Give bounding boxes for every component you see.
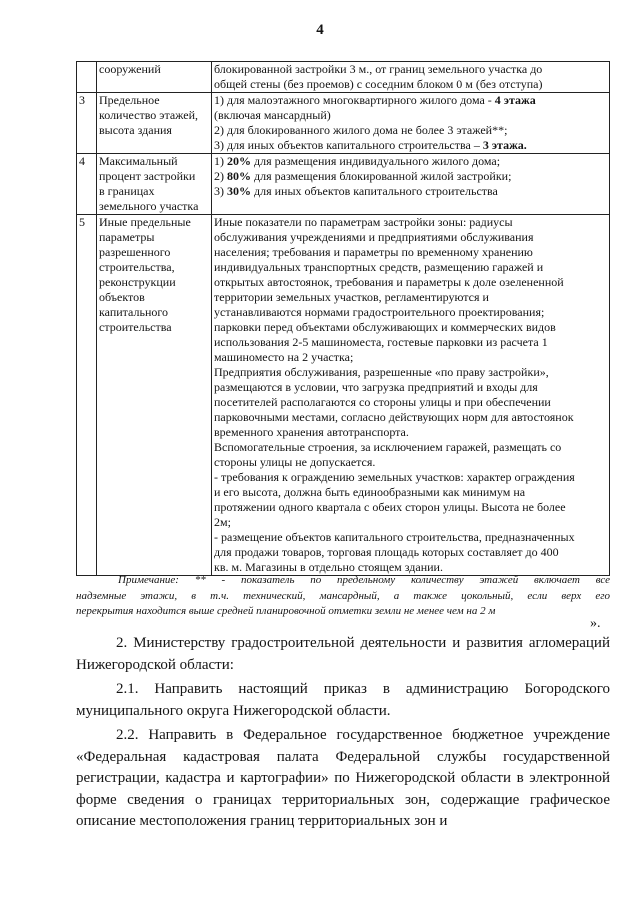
value-text: территории земельных участков, регламентируются и [214, 290, 489, 304]
value-text: открытых автостоянок, требования и параметры к доле озелененной [214, 275, 564, 289]
parameter-name-line: в границах [99, 184, 155, 198]
note-line-1: Примечание: ** - показатель по предельному количеству этажей включает все [118, 574, 610, 586]
parameter-value-line [214, 350, 607, 365]
row-number [77, 62, 97, 93]
value-text: посетителей располагаются со стороны улицы и при обеспечении [214, 395, 551, 409]
value-bold: 80% [227, 169, 251, 183]
parameter-name-line: высота здания [99, 123, 172, 137]
value-text: населения; требования и параметры по временному хранению [214, 245, 533, 259]
value-text: индивидуальных транспортных средств, размещению гаражей и [214, 260, 544, 274]
value-text: Вспомогательные строения, за исключением гаражей, размещать со [214, 440, 562, 454]
value-text: 3) [214, 184, 227, 198]
value-text: стороны улицы не допускается. [214, 455, 376, 469]
parameter-name-line: разрешенного [99, 245, 171, 259]
value-text: общей стены (без проемов) с соседним блоком 0 м (без отступа) [214, 77, 543, 91]
row-number: 4 [77, 154, 97, 215]
value-text: парковки перед объектами обслуживающих и коммерческих видов [214, 320, 556, 334]
parameter-value-line [214, 169, 607, 184]
parameter-value-line [214, 500, 607, 515]
parameter-name-line: строительства [99, 320, 172, 334]
closing-quote: ». [590, 616, 601, 631]
parameter-value-line [214, 77, 607, 92]
paragraph-2-1: 2.1. Направить настоящий приказ в администрацию Богородского муниципального округа Нижегородской области. [76, 681, 610, 719]
parameter-value-line [214, 154, 607, 169]
note-line-3: перекрытия находится выше средней планировочной отметки земли не менее чем на 2 м [76, 605, 496, 617]
value-bold: 3 этажа. [482, 138, 527, 152]
parameter-value-line [214, 545, 607, 560]
parameter-name [97, 215, 212, 576]
parameter-value-line [214, 275, 607, 290]
parameter-value-line [214, 515, 607, 530]
parameter-value-line [214, 93, 607, 108]
parameter-name-line: параметры [99, 230, 155, 244]
value-text: парковочными местами, согласно действующих норм для автостоянок [214, 410, 574, 424]
value-bold: 30% [227, 184, 251, 198]
page-number: 4 [316, 22, 324, 38]
value-text: использования 2-5 машиноместа, гостевые парковки из расчета 1 [214, 335, 548, 349]
value-text: устанавливаются нормами градостроительного проектирования; [214, 305, 545, 319]
paragraph-2-2: 2.2. Направить в Федеральное государственное бюджетное учреждение «Федеральная кадастровая палата Федеральной службы государственной регистрации, кадастра и картографии» по Нижегородской области в электронной форме сведения о границах территориальных зон, содержащие графическое описание местоположения границ территориальных зон и [76, 727, 610, 829]
value-text: 1) [214, 154, 227, 168]
note-line-2: надземные этажи, в т.ч. технический, мансардный, а также цокольный, если верх его [76, 589, 610, 602]
parameter-name-line: сооружений [99, 62, 161, 76]
value-text: размещаются в условии, что загрузка предприятий и входы для [214, 380, 538, 394]
parameter-value-line [214, 395, 607, 410]
parameter-name [97, 62, 212, 93]
parameter-value [212, 215, 610, 576]
value-text: для продажи товаров, торговая площадь которых составляет до 400 [214, 545, 559, 559]
value-text: Иные показатели по параметрам застройки зоны: радиусы [214, 215, 513, 229]
parameter-name-line: строительства, [99, 260, 175, 274]
parameter-name-line: процент застройки [99, 169, 196, 183]
value-rest: для размещения блокированной жилой застройки; [251, 169, 512, 183]
value-text: - размещение объектов капитального строительства, предназначенных [214, 530, 575, 544]
row-number: 5 [77, 215, 97, 576]
parameter-name-line: Предельное [99, 93, 160, 107]
row-number: 3 [77, 93, 97, 154]
parameter-value-line [214, 108, 607, 123]
parameter-value-line [214, 365, 607, 380]
parameter-name-line: Иные предельные [99, 215, 191, 229]
parameter-value-line [214, 305, 607, 320]
table-row [77, 93, 610, 154]
parameter-value-line [214, 335, 607, 350]
parameter-value-line [214, 184, 607, 199]
parameter-value-line [214, 245, 607, 260]
parameter-name [97, 154, 212, 215]
parameter-value-line [214, 290, 607, 305]
value-text: и его высота, должна быть единообразными как минимум на [214, 485, 526, 499]
parameter-value-line [214, 62, 607, 77]
parameter-value-line [214, 230, 607, 245]
parameter-value [212, 154, 610, 215]
value-rest: для иных объектов капитального строительства [251, 184, 498, 198]
value-bold: 20% [227, 154, 251, 168]
value-bold: 4 этажа [494, 93, 536, 107]
parameter-value-line [214, 470, 607, 485]
value-text: 2) для блокированного жилого дома не более 3 этажей**; [214, 123, 508, 137]
parameter-name-line: земельного участка [99, 199, 199, 213]
paragraph-2: 2. Министерству градостроительной деятельности и развития агломераций Нижегородской области: [76, 635, 610, 673]
zoning-parameters-table [76, 61, 610, 576]
parameter-name-line: Максимальный [99, 154, 178, 168]
value-text: машиноместо на 2 участка; [214, 350, 354, 364]
parameter-value [212, 93, 610, 154]
value-text: блокированной застройки 3 м., от границ земельного участка до [214, 62, 543, 76]
value-text: протяжении одного квартала с обеих сторон улицы. Высота не более [214, 500, 566, 514]
parameter-value-line [214, 380, 607, 395]
value-text: Предприятия обслуживания, разрешенные «по праву застройки», [214, 365, 549, 379]
parameter-name-line: реконструкции [99, 275, 176, 289]
parameter-value-line [214, 485, 607, 500]
parameter-name-line: количество этажей, [99, 108, 199, 122]
value-text: 1) для малоэтажного многоквартирного жилого дома - [214, 93, 495, 107]
parameter-value-line [214, 425, 607, 440]
table-row [77, 62, 610, 93]
parameter-value-line [214, 410, 607, 425]
table-row [77, 154, 610, 215]
value-text: обслуживания учреждениями и предприятиями обслуживания [214, 230, 534, 244]
value-text: 2м; [214, 515, 231, 529]
parameter-value-line [214, 123, 607, 138]
parameter-name-line: объектов [99, 290, 145, 304]
value-text: кв. м. Магазины в отдельно стоящем здании. [214, 560, 443, 574]
parameter-value-line [214, 215, 607, 230]
table-note [76, 573, 610, 620]
parameter-value-line [214, 455, 607, 470]
value-text: временного хранения автотранспорта. [214, 425, 409, 439]
parameter-name-line: капитального [99, 305, 168, 319]
value-rest: для размещения индивидуального жилого дома; [251, 154, 501, 168]
value-text: 2) [214, 169, 227, 183]
value-text: - требования к ограждению земельных участков: характер ограждения [214, 470, 575, 484]
parameter-value-line [214, 260, 607, 275]
parameter-value [212, 62, 610, 93]
table-row [77, 215, 610, 576]
value-text: (включая мансардный) [214, 108, 331, 122]
parameter-value-line [214, 530, 607, 545]
parameter-value-line [214, 440, 607, 455]
parameter-name [97, 93, 212, 154]
parameter-value-line [214, 138, 607, 153]
value-text: 3) для иных объектов капитального строительства – [214, 138, 483, 152]
parameter-value-line [214, 320, 607, 335]
